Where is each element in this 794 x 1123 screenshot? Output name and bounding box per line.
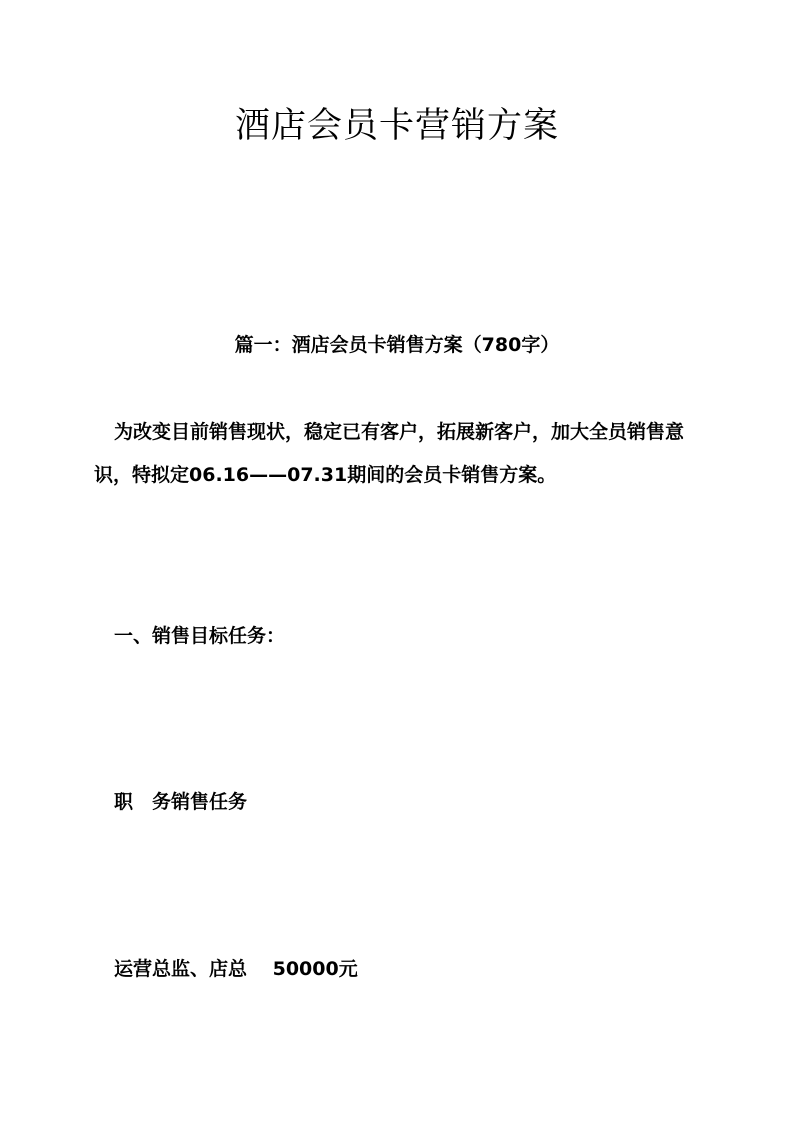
section-heading: 篇一：酒店会员卡销售方案（780字） [234,334,560,356]
role-target-line: 运营总监、店总 50000元 [114,958,358,980]
document-title: 酒店会员卡营销方案 [234,106,559,146]
role-task-header: 职 务销售任务 [114,791,248,813]
intro-paragraph: 为改变目前销售现状，稳定已有客户，拓展新客户，加大全员销售意识，特拟定06.16——07.31期间的会员卡销售方案。 [94,421,685,486]
sales-goal-heading: 一、销售目标任务： [114,625,286,647]
